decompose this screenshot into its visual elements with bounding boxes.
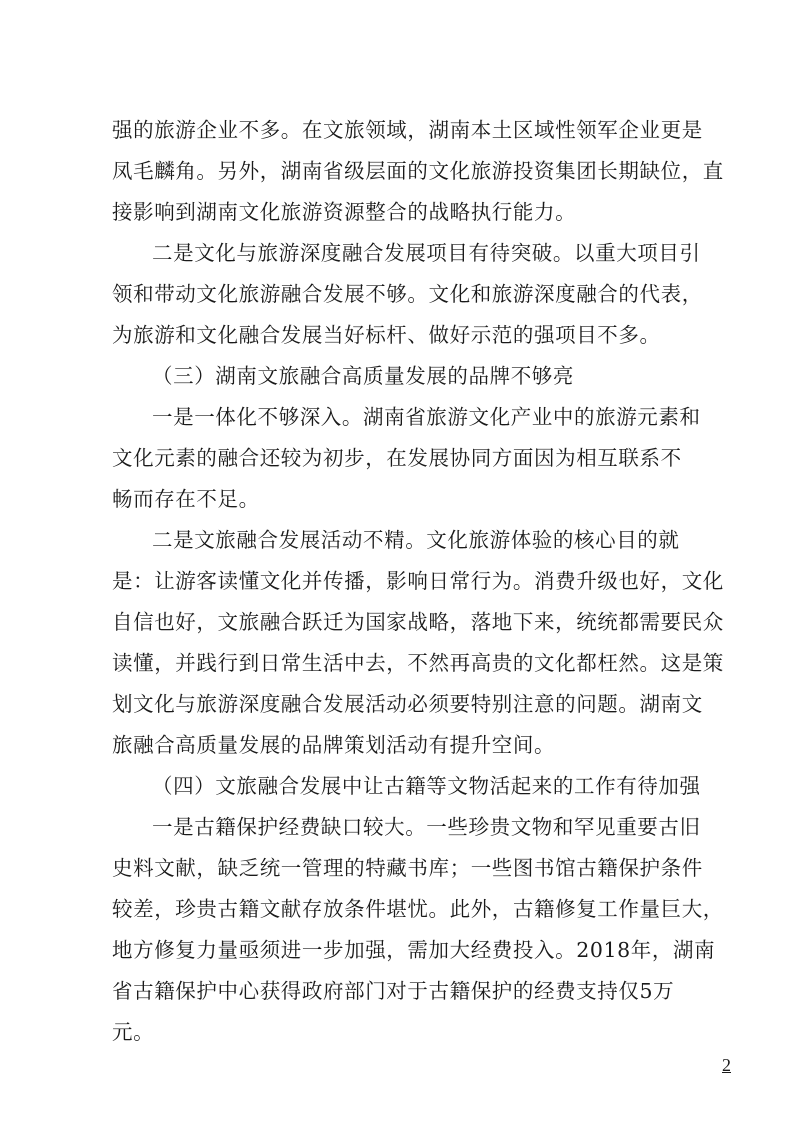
body-text-line: 为旅游和文化融合发展当好标杆、做好示范的强项目不多。 [112,323,661,347]
section-heading: （四）文旅融合发展中让古籍等文物活起来的工作有待加强 [152,774,701,798]
paragraph-first-line: 二是文化与旅游深度融合发展项目有待突破。以重大项目引 [152,241,701,265]
body-text-line: 文化元素的融合还较为初步，在发展协同方面因为相互联系不 [112,446,682,470]
body-text-line: 旅融合高质量发展的品牌策划活动有提升空间。 [112,733,556,757]
section-heading: （三）湖南文旅融合高质量发展的品牌不够亮 [152,364,574,388]
body-text-line: 凤毛麟角。另外，湖南省级层面的文化旅游投资集团长期缺位，直 [112,159,724,183]
paragraph-first-line: 二是文旅融合发展活动不精。文化旅游体验的核心目的就 [152,528,680,552]
page-number: 2 [722,1055,731,1075]
body-text-line: 是：让游客读懂文化并传播，影响日常行为。消费升级也好，文化 [112,569,724,593]
body-text-line: 地方修复力量亟须进一步加强，需加大经费投入。2018年，湖南 [112,938,716,962]
body-text-line: 省古籍保护中心获得政府部门对于古籍保护的经费支持仅5万 [112,979,675,1003]
body-text-line: 元。 [112,1020,155,1044]
paragraph-first-line: 一是一体化不够深入。湖南省旅游文化产业中的旅游元素和 [152,405,701,429]
body-text-line: 读懂，并践行到日常生活中去，不然再高贵的文化都枉然。这是策 [112,651,724,675]
body-text-line: 史料文献，缺乏统一管理的特藏书库；一些图书馆古籍保护条件 [112,856,703,880]
body-text-line: 接影响到湖南文化旅游资源整合的战略执行能力。 [112,200,577,224]
body-text-line: 领和带动文化旅游融合发展不够。文化和旅游深度融合的代表， [112,282,703,306]
paragraph-first-line: 一是古籍保护经费缺口较大。一些珍贵文物和罕见重要古旧 [152,815,701,839]
body-text-line: 强的旅游企业不多。在文旅领域，湖南本土区域性领军企业更是 [112,118,703,142]
body-text-line: 划文化与旅游深度融合发展活动必须要特别注意的问题。湖南文 [112,692,703,716]
body-text-line: 畅而存在不足。 [112,487,260,511]
body-text-line: 较差，珍贵古籍文献存放条件堪忧。此外，古籍修复工作量巨大， [112,897,724,921]
body-text-line: 自信也好，文旅融合跃迁为国家战略，落地下来，统统都需要民众 [112,610,724,634]
